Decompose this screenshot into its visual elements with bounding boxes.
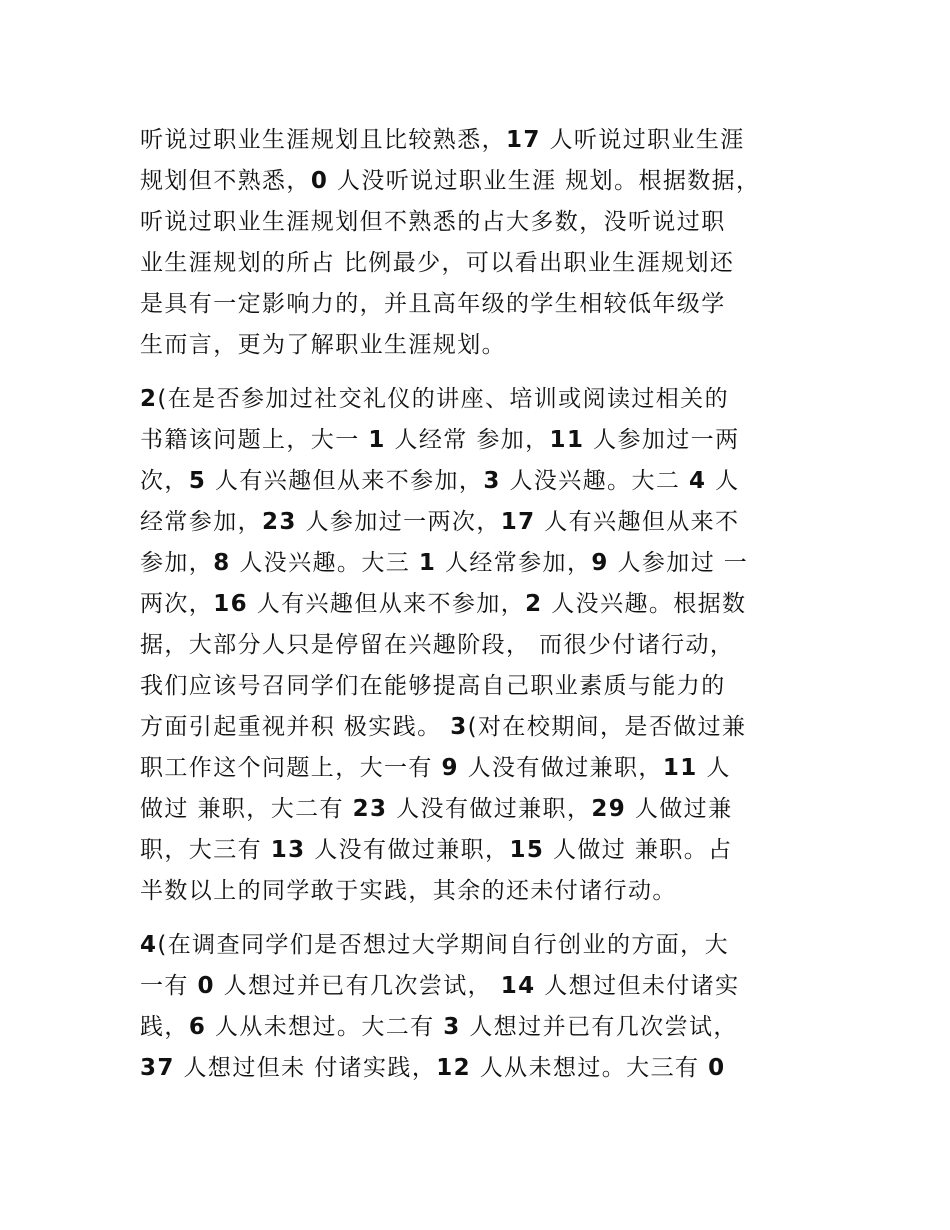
text-line: 次，5 人有兴趣但从来不参加，3 人没兴趣。大二 4 人 — [140, 468, 740, 494]
text-line: 听说过职业生涯规划且比较熟悉，17 人听说过职业生涯 — [140, 127, 745, 153]
text-line: 4(在调查同学们是否想过大学期间自行创业的方面，大 — [140, 932, 729, 958]
text-line: 听说过职业生涯规划但不熟悉的占大多数，没听说过职 — [140, 209, 726, 235]
text-line: 半数以上的同学敢于实践，其余的还未付诸行动。 — [140, 878, 677, 904]
text-line: 据，大部分人只是停留在兴趣阶段， 而很少付诸行动， — [140, 632, 735, 658]
text-line: 职，大三有 13 人没有做过兼职，15 人做过 兼职。占 — [140, 837, 733, 863]
text-line: 一有 0 人想过并已有几次尝试， 14 人想过但未付诸实 — [140, 973, 740, 999]
text-line: 参加，8 人没兴趣。大三 1 人经常参加，9 人参加过 一 — [140, 550, 749, 576]
text-line: 两次，16 人有兴趣但从来不参加，2 人没兴趣。根据数 — [140, 591, 747, 617]
paragraph-2 — [140, 379, 820, 912]
text-line: 做过 兼职，大二有 23 人没有做过兼职，29 人做过兼 — [140, 796, 733, 822]
text-line: 经常参加，23 人参加过一两次，17 人有兴趣但从来不 — [140, 509, 740, 535]
text-line: 规划但不熟悉，0 人没听说过职业生涯 规划。根据数据， — [140, 168, 761, 194]
text-line: 生而言，更为了解职业生涯规划。 — [140, 332, 506, 358]
paragraph-1 — [140, 120, 820, 366]
document-body — [140, 120, 820, 1089]
text-line: 职工作这个问题上，大一有 9 人没有做过兼职，11 人 — [140, 755, 731, 781]
text-line: 37 人想过但未 付诸实践，12 人从未想过。大三有 0 — [140, 1055, 726, 1081]
text-line: 我们应该号召同学们在能够提高自己职业素质与能力的 — [140, 673, 726, 699]
text-line: 践，6 人从未想过。大二有 3 人想过并已有几次尝试， — [140, 1014, 738, 1040]
text-line: 书籍该问题上，大一 1 人经常 参加，11 人参加过一两 — [140, 427, 740, 453]
text-line: 是具有一定影响力的，并且高年级的学生相较低年级学 — [140, 291, 726, 317]
text-line: 2(在是否参加过社交礼仪的讲座、培训或阅读过相关的 — [140, 386, 729, 412]
text-line: 业生涯规划的所占 比例最少，可以看出职业生涯规划还 — [140, 250, 735, 276]
text-line: 方面引起重视并积 极实践。 3(对在校期间，是否做过兼 — [140, 714, 747, 740]
paragraph-3 — [140, 925, 820, 1089]
